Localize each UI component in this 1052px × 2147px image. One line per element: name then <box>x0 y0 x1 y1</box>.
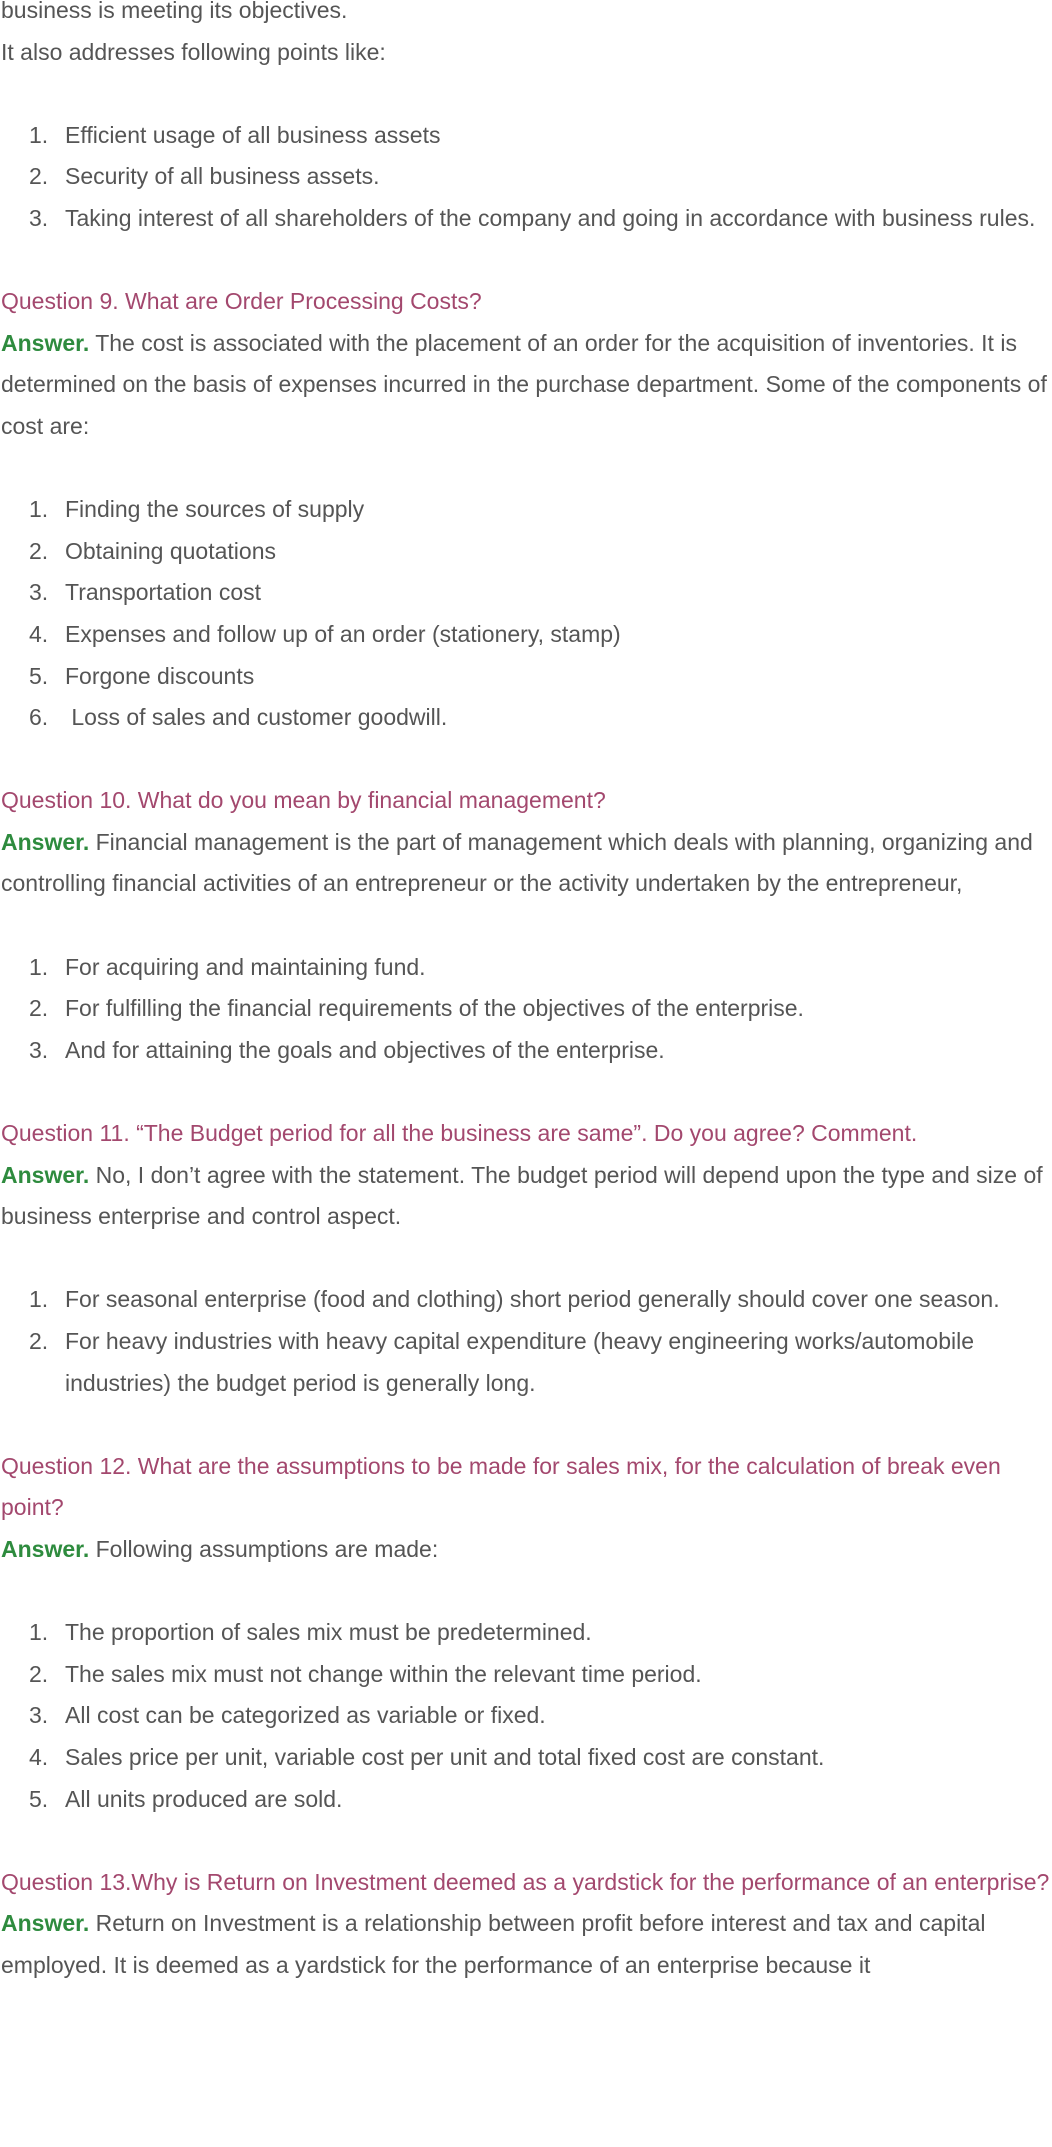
question-10-heading: Question 10. What do you mean by financial management? <box>1 787 606 814</box>
list-item-text: The sales mix must not change within the relevant time period. <box>65 1660 702 1687</box>
list-item-text: Security of all business assets. <box>65 163 380 190</box>
list-item-text: All units produced are sold. <box>65 1785 343 1812</box>
list-item <box>1 1321 1052 1404</box>
intro-line-2: It also addresses following points like: <box>1 38 386 65</box>
list-item-text: Taking interest of all shareholders of the company and going in accordance with business rules. <box>65 204 1036 231</box>
question-13-heading: Question 13.Why is Return on Investment deemed as a yardstick for the performance of an enterprise? <box>1 1868 1050 1895</box>
answer-13 <box>1 1903 1052 1986</box>
list-item-number: 5. <box>29 662 49 689</box>
question-11-heading: Question 11. “The Budget period for all the business are same”. Do you agree? Comment. <box>1 1120 918 1147</box>
list-item-text: Finding the sources of supply <box>65 496 365 523</box>
list-item-text: All cost can be categorized as variable or fixed. <box>65 1702 546 1729</box>
question-11-list <box>1 1279 1052 1404</box>
list-item <box>1 697 1052 739</box>
list-item <box>1 947 1052 989</box>
question-9-list <box>1 489 1052 739</box>
list-item-number: 2. <box>29 1660 49 1687</box>
list-item <box>1 1279 1052 1321</box>
answer-12 <box>1 1529 1052 1571</box>
question-9-heading: Question 9. What are Order Processing Costs? <box>1 288 482 315</box>
list-item-text: Sales price per unit, variable cost per unit and total fixed cost are constant. <box>65 1743 825 1770</box>
answer-text: Return on Investment is a relationship between profit before interest and tax and capital employed. It is deemed as a yardstick for the performance of an enterprise because it <box>1 1910 986 1978</box>
question-12-list <box>1 1612 1052 1820</box>
list-item <box>1 988 1052 1030</box>
answer-label: Answer. <box>1 329 90 356</box>
list-item-number: 2. <box>29 163 49 190</box>
list-item-text: Loss of sales and customer goodwill. <box>65 704 448 731</box>
list-item-number: 1. <box>29 121 49 148</box>
question-12-heading: Question 12. What are the assumptions to be made for sales mix, for the calculation of break even point? <box>1 1452 1001 1521</box>
list-item-number: 2. <box>29 537 49 564</box>
list-item <box>1 115 1052 157</box>
list-item <box>1 572 1052 614</box>
list-item-number: 4. <box>29 620 49 647</box>
list-item-number: 1. <box>29 1286 49 1313</box>
list-item <box>1 1737 1052 1779</box>
list-item <box>1 1030 1052 1072</box>
list-item <box>1 1654 1052 1696</box>
answer-label: Answer. <box>1 1910 90 1937</box>
answer-11 <box>1 1155 1052 1238</box>
list-item <box>1 489 1052 531</box>
answer-text: Financial management is the part of management which deals with planning, organizing and controlling financial activities of an entrepreneur or the activity undertaken by the entrepreneur, <box>1 828 1033 897</box>
answer-label: Answer. <box>1 1161 90 1188</box>
list-item-text: For heavy industries with heavy capital expenditure (heavy engineering works/automobile industries) the budget period is generally long. <box>65 1328 974 1396</box>
list-item-number: 4. <box>29 1743 49 1770</box>
answer-10 <box>1 822 1052 905</box>
list-item-text: Efficient usage of all business assets <box>65 121 441 148</box>
list-item-number: 5. <box>29 1785 49 1812</box>
list-item-number: 2. <box>29 995 49 1022</box>
answer-label: Answer. <box>1 1535 90 1562</box>
answer-9 <box>1 323 1052 448</box>
list-item <box>1 1779 1052 1821</box>
list-item <box>1 1695 1052 1737</box>
list-item-text: For seasonal enterprise (food and clothing) short period generally should cover one season. <box>65 1286 1000 1313</box>
list-item-text: Transportation cost <box>65 579 262 606</box>
answer-label: Answer. <box>1 828 90 855</box>
list-item <box>1 1612 1052 1654</box>
list-item-number: 3. <box>29 1702 49 1729</box>
answer-text: The cost is associated with the placement of an order for the acquisition of inventories. It is determined on the basis of expenses incurred in the purchase department. Some of the components of cost are: <box>1 329 1047 439</box>
intro-list <box>1 115 1052 240</box>
list-item-number: 3. <box>29 579 49 606</box>
question-10-list <box>1 947 1052 1072</box>
answer-text: Following assumptions are made: <box>89 1535 439 1562</box>
list-item <box>1 614 1052 656</box>
list-item <box>1 656 1052 698</box>
list-item <box>1 198 1052 240</box>
list-item-text: For fulfilling the financial requirements of the objectives of the enterprise. <box>65 995 804 1022</box>
list-item-number: 3. <box>29 1036 49 1063</box>
list-item-text: Obtaining quotations <box>65 537 276 564</box>
list-item-text: The proportion of sales mix must be predetermined. <box>65 1619 592 1646</box>
list-item-text: And for attaining the goals and objectives of the enterprise. <box>65 1036 665 1063</box>
list-item-number: 2. <box>29 1328 49 1354</box>
list-item <box>1 156 1052 198</box>
intro-line-1: business is meeting its objectives. <box>1 0 348 23</box>
list-item-number: 1. <box>29 496 49 523</box>
list-item <box>1 531 1052 573</box>
list-item-number: 1. <box>29 953 49 980</box>
list-item-text: Expenses and follow up of an order (stationery, stamp) <box>65 620 621 647</box>
list-item-number: 6. <box>29 704 49 731</box>
list-item-text: Forgone discounts <box>65 662 255 689</box>
answer-text: No, I don’t agree with the statement. The budget period will depend upon the type and size of business enterprise and control aspect. <box>1 1161 1043 1230</box>
list-item-number: 3. <box>29 204 49 231</box>
list-item-text: For acquiring and maintaining fund. <box>65 953 426 980</box>
list-item-number: 1. <box>29 1619 49 1646</box>
